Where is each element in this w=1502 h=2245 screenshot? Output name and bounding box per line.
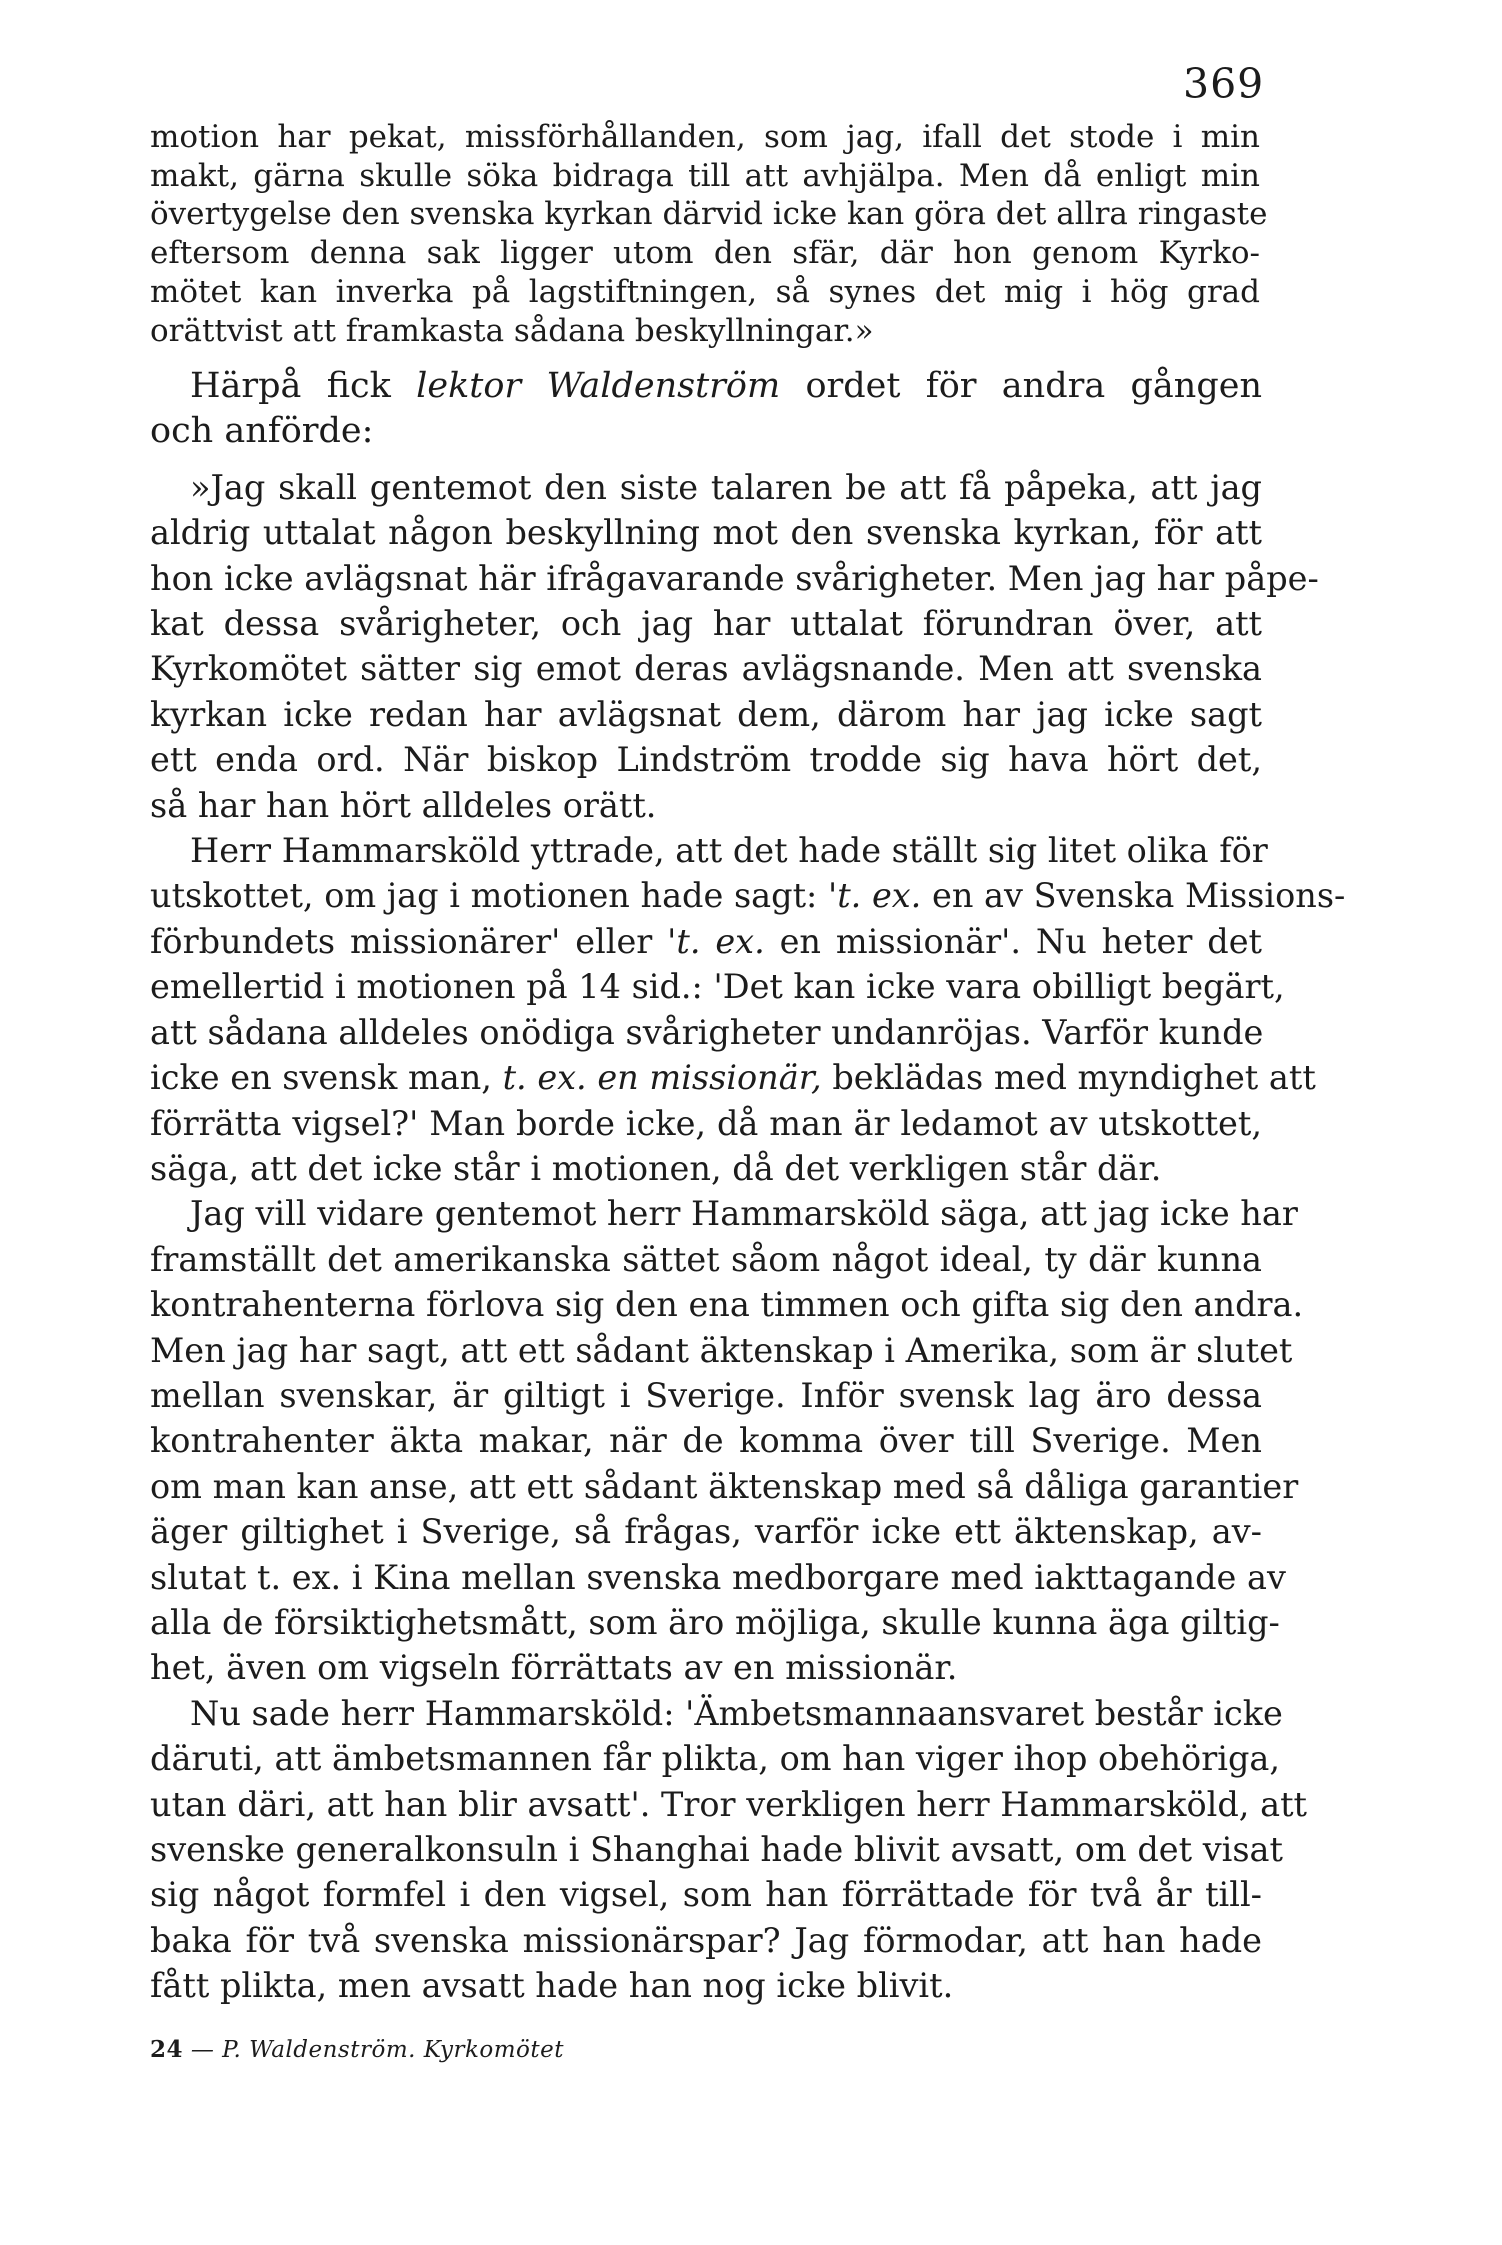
text-span: beklädas med myndighet att bbox=[821, 1058, 1316, 1098]
text-line: kat dessa svårigheter, och jag har uttalat förundran över, att bbox=[150, 604, 1262, 644]
text-line bbox=[150, 919, 1262, 964]
text-line: att sådana alldeles onödiga svårigheter undanröjas. Varför kunde bbox=[150, 1012, 1264, 1052]
text-span: en missionär'. Nu heter det bbox=[764, 921, 1262, 961]
continued-paragraph bbox=[150, 118, 1268, 350]
text-line bbox=[150, 873, 1346, 918]
text-line: Men jag har sagt, att ett sådant äktenskap i Amerika, som är slutet bbox=[150, 1330, 1293, 1370]
text-line: makt, gärna skulle söka bidraga till att avhjälpa. Men då enligt min bbox=[150, 157, 1260, 194]
text-line: emellertid i motionen på 14 sid.: 'Det kan icke vara obilligt begärt, bbox=[150, 967, 1285, 1007]
text-line: övertygelse den svenska kyrkan därvid icke kan göra det allra ringaste bbox=[150, 196, 1268, 233]
text-line: het, även om vigseln förrättats av en missionär. bbox=[150, 1648, 958, 1688]
text-line: förrätta vigsel?' Man borde icke, då man är ledamot av utskottet, bbox=[150, 1103, 1262, 1143]
speech-paragraph-4 bbox=[150, 1691, 1307, 2009]
text-line: mellan svenskar, är giltigt i Sverige. Inför svensk lag äro dessa bbox=[150, 1375, 1262, 1415]
text-line: hon icke avlägsnat här ifrågavarande svårigheter. Men jag har påpe- bbox=[150, 558, 1319, 598]
text-line: slutat t. ex. i Kina mellan svenska medborgare med iakttagande av bbox=[150, 1557, 1286, 1597]
speech-paragraph-3 bbox=[150, 1191, 1304, 1690]
intro-text: ordet för andra gången bbox=[780, 366, 1262, 406]
text-line: däruti, att ämbetsmannen får plikta, om han viger ihop obehöriga, bbox=[150, 1739, 1281, 1779]
text-line: ett enda ord. När biskop Lindström trodde sig hava hört det, bbox=[150, 740, 1262, 780]
intro-text: Härpå fick bbox=[190, 366, 417, 406]
text-span: utskottet, om jag i motionen hade sagt: ' bbox=[150, 876, 838, 916]
footer-text: — P. Waldenström. Kyrkomötet bbox=[183, 2037, 564, 2063]
text-line: fått plikta, men avsatt hade han nog icke blivit. bbox=[150, 1966, 954, 2006]
text-span: förbundets missionärer' eller ' bbox=[150, 921, 677, 961]
text-line: sig något formfel i den vigsel, som han förrättade för två år till- bbox=[150, 1875, 1262, 1915]
page-number: 369 bbox=[1183, 60, 1265, 108]
text-line bbox=[150, 1055, 1316, 1100]
emphasis: t. ex. bbox=[676, 921, 765, 961]
text-line: svenske generalkonsuln i Shanghai hade blivit avsatt, om det visat bbox=[150, 1830, 1283, 1869]
text-line: Herr Hammarsköld yttrade, att det hade ställt sig litet olika för bbox=[190, 831, 1268, 871]
text-line: mötet kan inverka på lagstiftningen, så synes det mig i hög grad bbox=[150, 273, 1260, 310]
text-line: Nu sade herr Hammarsköld: 'Ämbetsmannaansvaret består icke bbox=[190, 1693, 1283, 1733]
text-line: orättvist att framkasta sådana beskyllningar.» bbox=[150, 312, 874, 349]
main-text bbox=[150, 364, 1346, 2009]
text-line: om man kan anse, att ett sådant äktenskap med så dåliga garantier bbox=[150, 1466, 1299, 1506]
text-line: kyrkan icke redan har avlägsnat dem, därom har jag icke sagt bbox=[150, 694, 1262, 734]
intro-paragraph bbox=[150, 364, 1262, 455]
text-line: så har han hört alldeles orätt. bbox=[150, 785, 657, 825]
text-span: en av Svenska Missions- bbox=[921, 876, 1346, 916]
text-line: baka för två svenska missionärspar? Jag förmodar, att han hade bbox=[150, 1920, 1262, 1960]
text-line: äger giltighet i Sverige, så frågas, varför icke ett äktenskap, av- bbox=[150, 1512, 1262, 1552]
text-line: kontrahenter äkta makar, när de komma över till Sverige. Men bbox=[150, 1421, 1262, 1461]
text-line: alla de försiktighetsmått, som äro möjliga, skulle kunna äga giltig- bbox=[150, 1602, 1280, 1642]
text-line: motion har pekat, missförhållanden, som jag, ifall det stode i min bbox=[150, 119, 1260, 155]
text-line: säga, att det icke står i motionen, då det verkligen står där. bbox=[150, 1148, 1162, 1188]
text-line: aldrig uttalat någon beskyllning mot den svenska kyrkan, för att bbox=[150, 513, 1262, 553]
text-line: eftersom denna sak ligger utom den sfär, där hon genom Kyrko- bbox=[150, 235, 1260, 272]
emphasis: t. ex. en missionär, bbox=[502, 1058, 822, 1098]
speech-paragraph-2 bbox=[150, 828, 1346, 1191]
emphasis: t. ex. bbox=[837, 876, 922, 916]
text-line: framställt det amerikanska sättet såom något ideal, ty där kunna bbox=[150, 1239, 1262, 1279]
text-line: och anförde: bbox=[150, 411, 374, 452]
sheet-number: 24 bbox=[150, 2036, 184, 2063]
text-line: utan däri, att han blir avsatt'. Tror verkligen herr Hammarsköld, att bbox=[150, 1784, 1307, 1824]
signature-footer bbox=[150, 2036, 564, 2063]
speaker-name: lektor Waldenström bbox=[416, 366, 781, 406]
text-span: icke en svensk man, bbox=[150, 1058, 503, 1098]
text-line bbox=[150, 364, 1262, 409]
text-line: Kyrkomötet sätter sig emot deras avlägsnande. Men att svenska bbox=[150, 649, 1262, 689]
text-line: Jag vill vidare gentemot herr Hammarsköld säga, att jag icke har bbox=[190, 1194, 1298, 1234]
text-line: »Jag skall gentemot den siste talaren be att få påpeka, att jag bbox=[190, 467, 1262, 507]
text-line: kontrahenterna förlova sig den ena timmen och gifta sig den andra. bbox=[150, 1285, 1304, 1325]
speech-paragraph-1 bbox=[150, 465, 1319, 828]
